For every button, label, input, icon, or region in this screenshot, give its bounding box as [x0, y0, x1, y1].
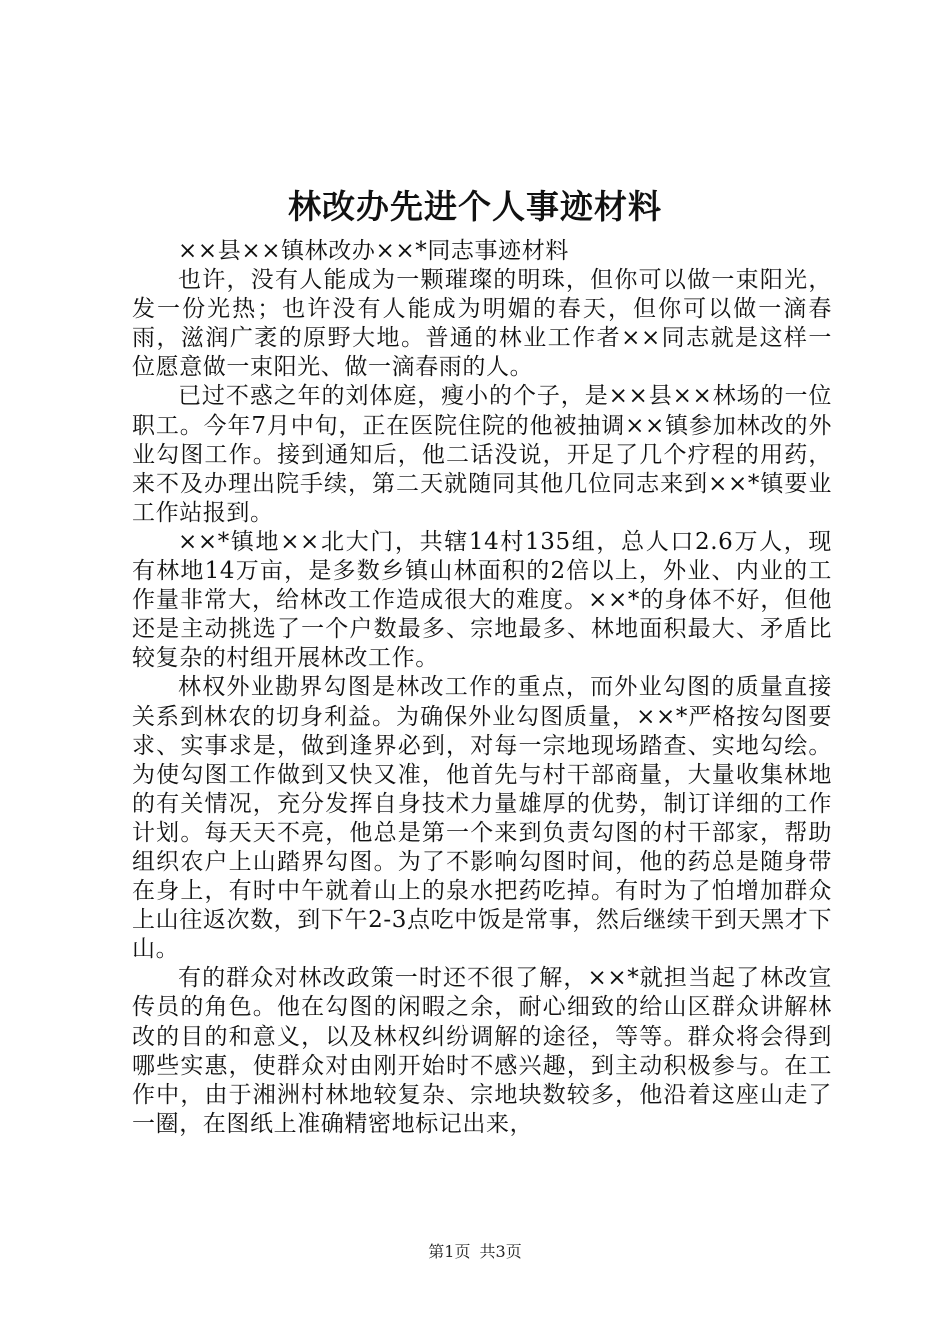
page-total: 共3页: [479, 1242, 522, 1261]
page-number: 第1页: [428, 1242, 471, 1261]
body-paragraph: 有的群众对林改政策一时还不很了解，××*就担当起了林改宣传员的角色。他在勾图的闲暇之余，耐心细致的给山区群众讲解林改的目的和意义，以及林权纠纷调解的途径，等等。群众将会得到哪些实惠，使群众对由刚开始时不感兴趣，到主动积极参与。在工作中，由于湘洲村林地较复杂、宗地块数较多，他沿着这座山走了一圈，在图纸上准确精密地标记出来，: [132, 965, 832, 1137]
page-footer: [0, 1240, 950, 1264]
document-body: [132, 237, 832, 1139]
document-title: 林改办先进个人事迹材料: [288, 187, 662, 226]
body-paragraph: ××县××镇林改办××*同志事迹材料: [178, 238, 569, 264]
body-paragraph: 也许，没有人能成为一颗璀璨的明珠，但你可以做一束阳光，发一份光热；也许没有人能成为明媚的春天，但你可以做一滴春雨，滋润广袤的原野大地。普通的林业工作者××同志就是这样一位愿意做一束阳光、做一滴春雨的人。: [132, 267, 832, 381]
body-paragraph: ××*镇地××北大门，共辖14村135组，总人口2.6万人，现有林地14万亩，是多数乡镇山林面积的2倍以上，外业、内业的工作量非常大，给林改工作造成很大的难度。××*的身体不好，但他还是主动挑选了一个户数最多、宗地最多、林地面积最大、矛盾比较复杂的村组开展林改工作。: [132, 528, 832, 672]
body-paragraph: 林权外业勘界勾图是林改工作的重点，而外业勾图的质量直接关系到林农的切身利益。为确保外业勾图质量，××*严格按勾图要求、实事求是，做到逢界必到，对每一宗地现场踏查、实地勾绘。为使勾图工作做到又快又准，他首先与村干部商量，大量收集林地的有关情况，充分发挥自身技术力量雄厚的优势，制订详细的工作计划。每天天不亮，他总是第一个来到负责勾图的村干部家，帮助组织农户上山踏界勾图。为了不影响勾图时间，他的药总是随身带在身上，有时中午就着山上的泉水把药吃掉。有时为了怕增加群众上山往返次数，到下午2-3点吃中饭是常事，然后继续干到天黑才下山。: [132, 674, 832, 963]
body-paragraph: 已过不惑之年的刘体庭，瘦小的个子，是××县××林场的一位职工。今年7月中旬，正在医院住院的他被抽调××镇参加林改的外业勾图工作。接到通知后，他二话没说，开足了几个疗程的用药，来不及办理出院手续，第二天就随同其他几位同志来到××*镇要业工作站报到。: [132, 383, 832, 526]
